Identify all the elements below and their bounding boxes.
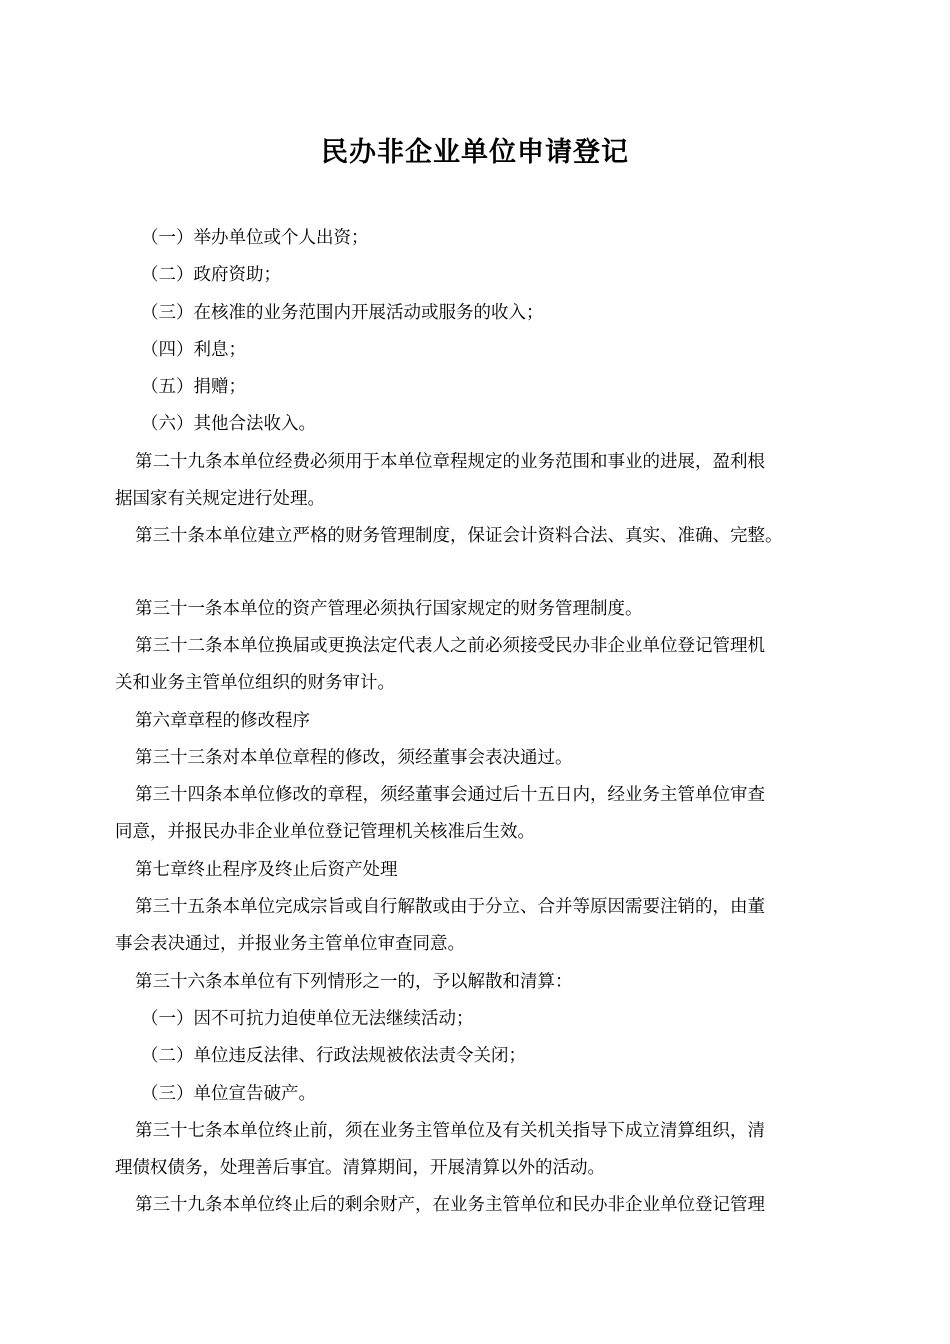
list-item: （三）在核准的业务范围内开展活动或服务的收入； [141, 302, 544, 323]
article-36: 第三十六条本单位有下列情形之一的，予以解散和清算： [135, 971, 573, 992]
document-title: 民办非企业单位申请登记 [321, 137, 629, 168]
list-item: （二）政府资助； [141, 265, 281, 286]
chapter-7-heading: 第七章终止程序及终止后资产处理 [135, 859, 398, 880]
article-39-line-1: 第三十九条本单位终止后的剩余财产，在业务主管单位和民办非企业单位登记管理 [135, 1195, 765, 1216]
chapter-6-heading: 第六章章程的修改程序 [135, 710, 310, 731]
article-34-line-2: 同意，并报民办非企业单位登记管理机关核准后生效。 [115, 822, 535, 843]
article-34-line-1: 第三十四条本单位修改的章程，须经董事会通过后十五日内，经业务主管单位审查 [135, 785, 765, 806]
article-37-line-1: 第三十七条本单位终止前，须在业务主管单位及有关机关指导下成立清算组织，清 [135, 1120, 765, 1141]
list-item: （四）利息； [141, 339, 246, 360]
list-item: （六）其他合法收入。 [141, 414, 316, 435]
article-32-line-1: 第三十二条本单位换届或更换法定代表人之前必须接受民办非企业单位登记管理机 [135, 635, 765, 656]
article-31: 第三十一条本单位的资产管理必须执行国家规定的财务管理制度。 [135, 598, 643, 619]
article-35-line-2: 事会表决通过，并报业务主管单位审查同意。 [115, 934, 465, 955]
list-item: （一）举办单位或个人出资； [141, 228, 369, 248]
list-item: （一）因不可抗力迫使单位无法继续活动； [141, 1008, 474, 1029]
list-item: （二）单位违反法律、行政法规被依法责令关闭； [141, 1046, 526, 1067]
article-32-line-2: 关和业务主管单位组织的财务审计。 [115, 673, 395, 694]
paragraph-gap [115, 556, 835, 591]
article-29-line-2: 据国家有关规定进行处理。 [115, 489, 325, 510]
list-item: （五）捐赠； [141, 377, 246, 398]
list-item: （三）单位宣告破产。 [141, 1083, 316, 1104]
article-30: 第三十条本单位建立严格的财务管理制度，保证会计资料合法、真实、准确、完整。 [135, 526, 783, 547]
article-37-line-2: 理债权债务，处理善后事宜。清算期间，开展清算以外的活动。 [115, 1158, 605, 1179]
article-33: 第三十三条对本单位章程的修改，须经董事会表决通过。 [135, 747, 573, 768]
article-29-line-1: 第二十九条本单位经费必须用于本单位章程规定的业务范围和事业的进展，盈利根 [135, 451, 765, 472]
document-body [115, 220, 835, 1225]
article-35-line-1: 第三十五条本单位完成宗旨或自行解散或由于分立、合并等原因需要注销的，由董 [135, 897, 765, 918]
